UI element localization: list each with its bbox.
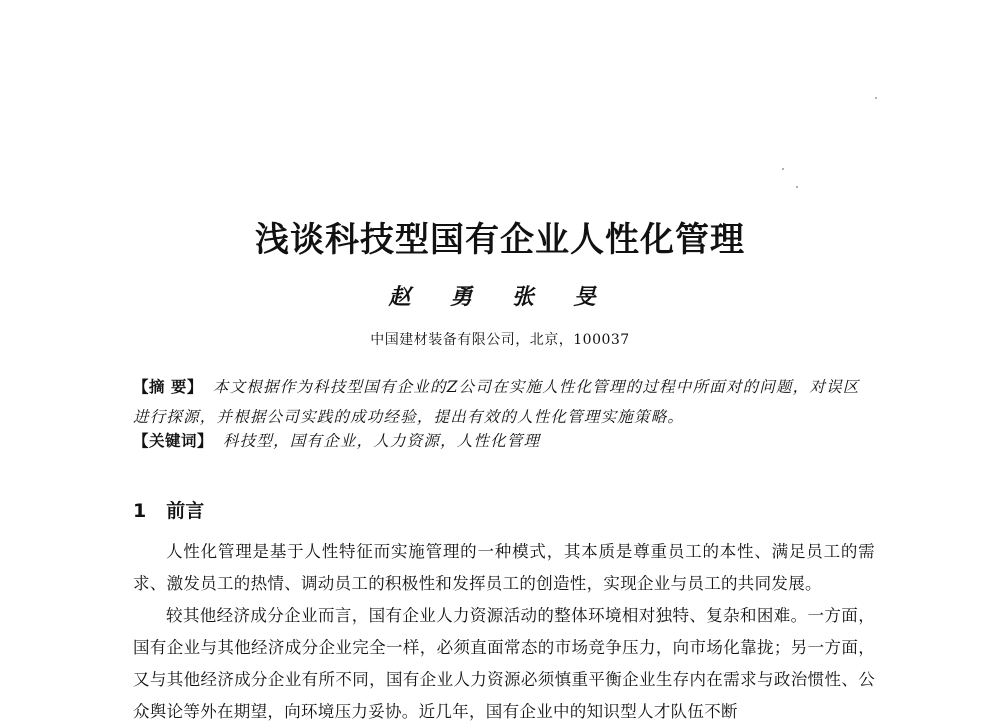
section-title: 前言	[166, 500, 205, 522]
section-number: 1	[133, 500, 147, 522]
scan-speck	[875, 97, 877, 99]
keywords-label: 【关键词】	[133, 432, 214, 450]
paper-title: 浅谈科技型国有企业人性化管理	[255, 220, 745, 260]
paper-authors: 赵 勇 张 旻	[388, 284, 612, 310]
abstract-block	[133, 372, 875, 432]
keywords-text: 科技型，国有企业，人力资源，人性化管理	[223, 432, 541, 450]
paragraph: 人性化管理是基于人性特征而实施管理的一种模式，其本质是尊重员工的本性、满足员工的需求、激发员工的热情、调动员工的积极性和发挥员工的创造性，实现企业与员工的共同发展。	[133, 542, 875, 593]
abstract-text: 本文根据作为科技型国有企业的Z公司在实施人性化管理的过程中所面对的问题，对误区进行探源，并根据公司实践的成功经验，提出有效的人性化管理实施策略。	[133, 378, 860, 426]
abstract-label: 【摘 要】	[133, 378, 203, 396]
scan-speck	[796, 186, 798, 188]
paragraph: 较其他经济成分企业而言，国有企业人力资源活动的整体环境相对独特、复杂和困难。一方面，国有企业与其他经济成分企业完全一样，必须直面常态的市场竞争压力，向市场化靠拢；另一方面，又与其他经济成分企业有所不同，国有企业人力资源必须慎重平衡企业生存内在需求与政治惯性、公众舆论等外在期望，向环境压力妥协。近几年，国有企业中的知识型人才队伍不断	[133, 606, 875, 721]
keywords-block	[133, 426, 875, 456]
paper-affiliation: 中国建材装备有限公司，北京，100037	[370, 332, 630, 348]
scan-speck	[782, 168, 784, 170]
body-text	[133, 536, 875, 728]
section-heading	[133, 497, 204, 525]
